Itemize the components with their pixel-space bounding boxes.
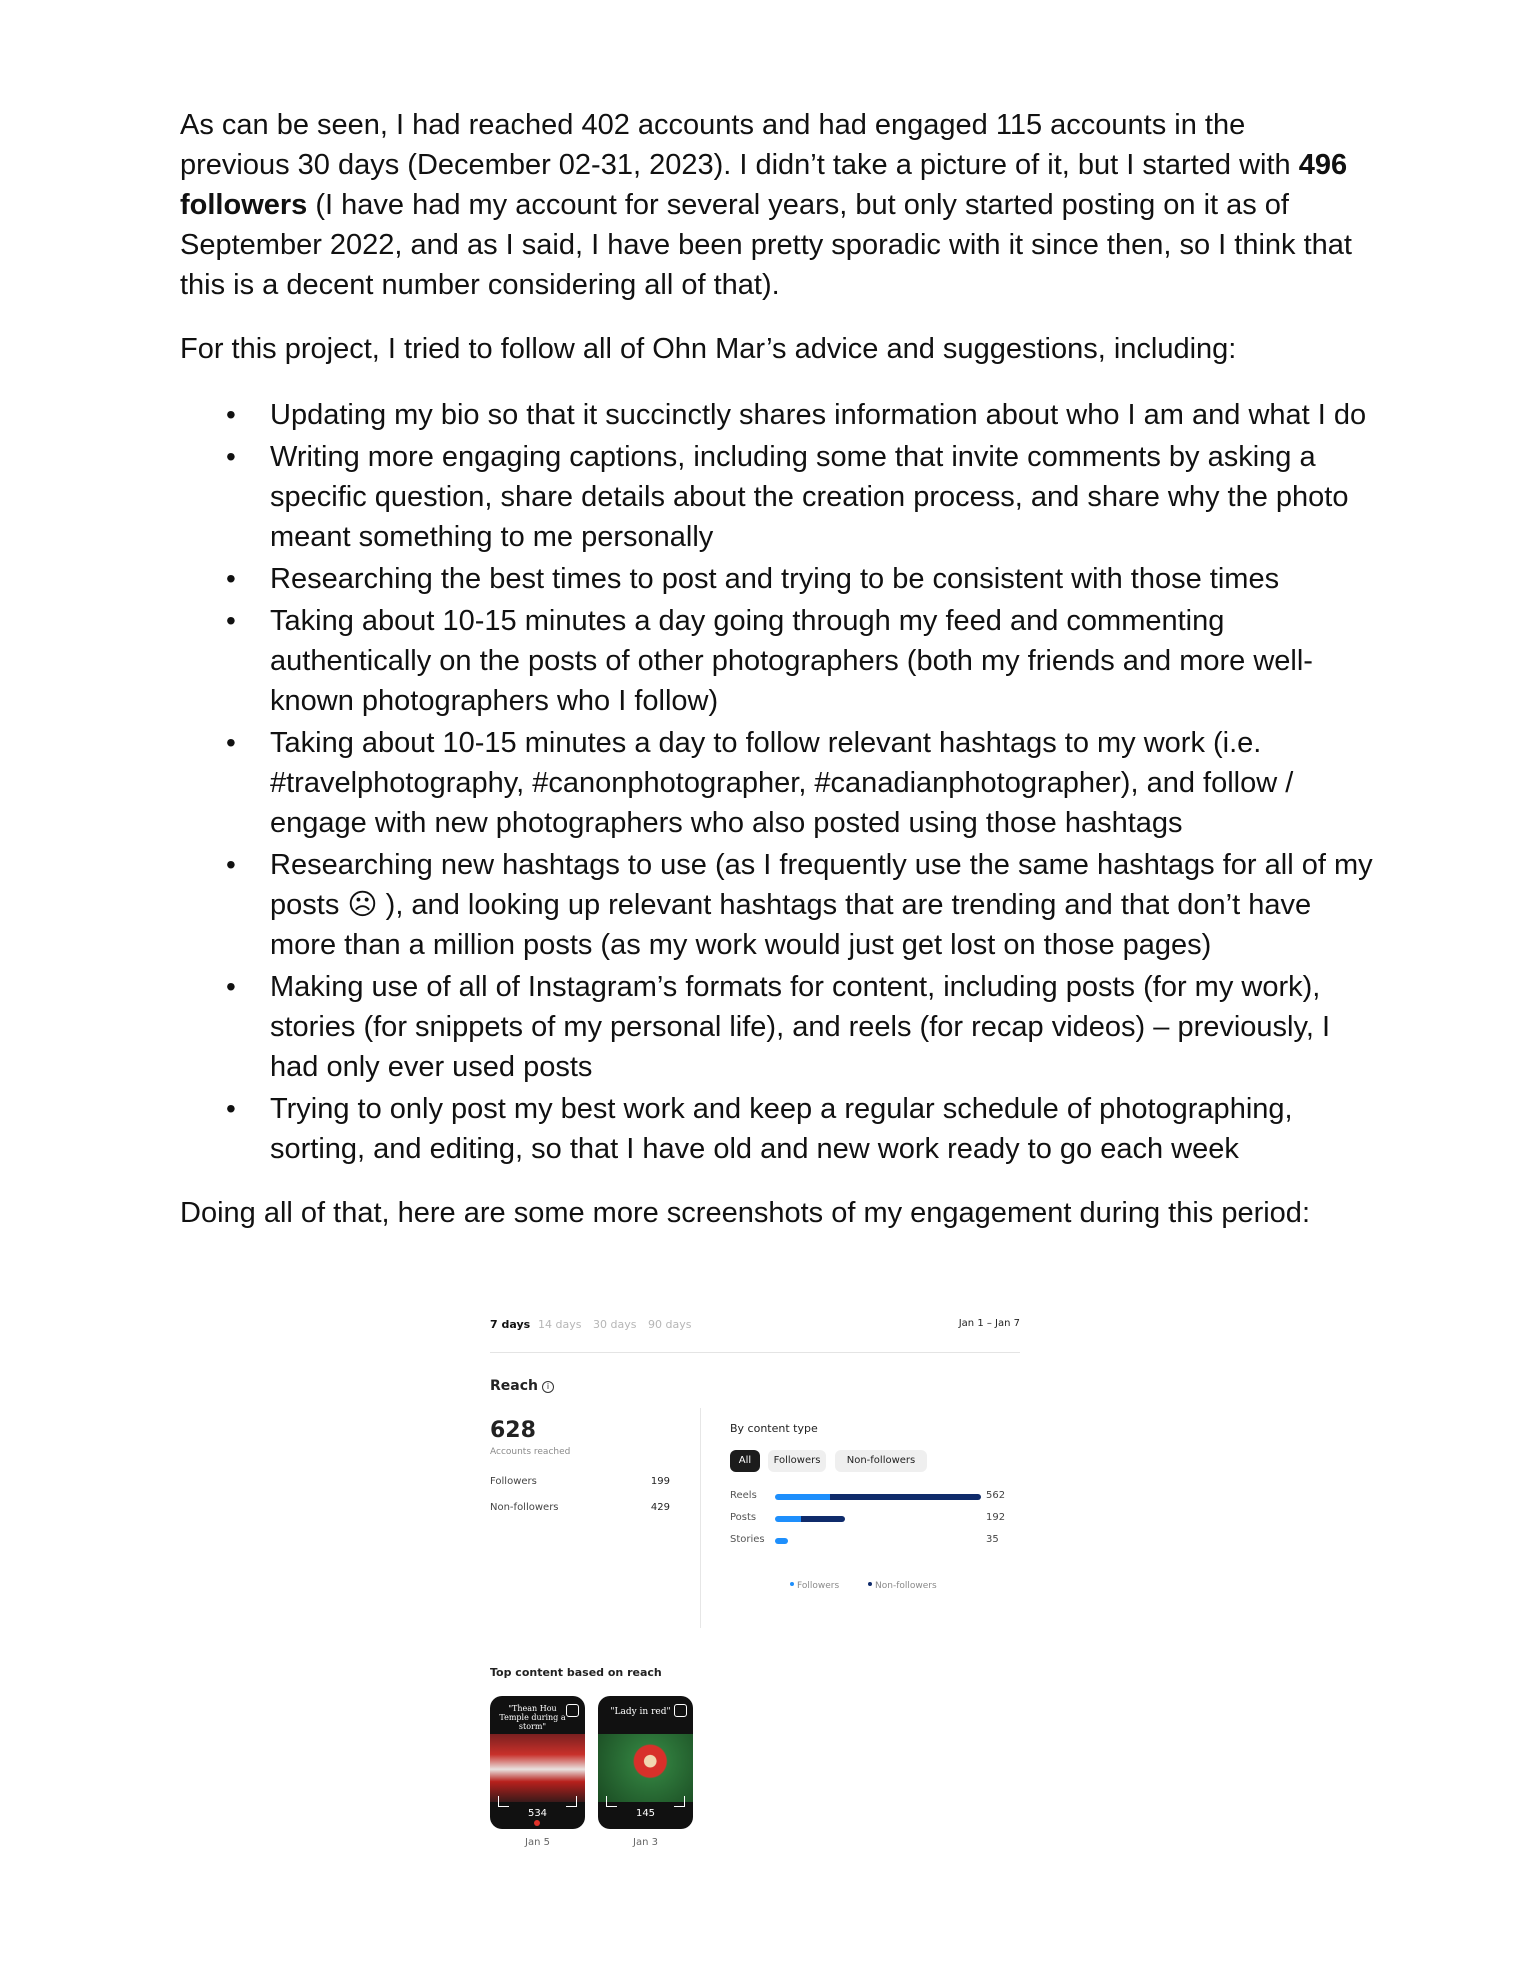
tab-30-days[interactable]: 30 days — [593, 1318, 637, 1331]
bar-segment-non-followers — [801, 1516, 846, 1522]
bar-segment-followers — [775, 1538, 788, 1544]
insights-screenshot — [486, 1300, 1026, 1860]
nonfollowers-label: Non-followers — [490, 1502, 559, 1513]
followers-value: 199 — [650, 1476, 670, 1487]
paragraph-text: (I have had my account for several years, but only started posting on it as of September 2022, and as I said, I have been pretty sporadic with it since then, so I think that this is a decent number considering all of that). — [180, 189, 1352, 301]
top-content-thumbnail[interactable] — [598, 1696, 693, 1829]
bar-label-stories: Stories — [730, 1534, 765, 1545]
list-item: • Researching new hashtags to use (as I frequently use the same hashtags for all of my posts ☹ ), and looking up relevant hashtags that are trending and that don’t have more than a million posts (as my work would just get lost on those pages) — [180, 845, 1380, 965]
bar-segment-followers — [775, 1516, 801, 1522]
date-range: Jan 1 – Jan 7 — [958, 1318, 1020, 1329]
by-content-type-title: By content type — [730, 1422, 818, 1435]
list-item: • Updating my bio so that it succinctly shares information about who I am and what I do — [180, 395, 1380, 435]
followers-row — [490, 1476, 670, 1487]
tab-7-days[interactable]: 7 days — [490, 1318, 531, 1331]
reach-count: 534 — [527, 1808, 548, 1819]
reach-title-text: Reach — [490, 1378, 538, 1394]
tab-90-days[interactable]: 90 days — [648, 1318, 692, 1331]
top-content-thumbnail[interactable] — [490, 1696, 585, 1829]
nonfollowers-value: 429 — [650, 1502, 670, 1513]
tab-14-days[interactable]: 14 days — [538, 1318, 582, 1331]
filter-all-button[interactable]: All — [730, 1450, 760, 1472]
frame-corner — [498, 1796, 509, 1807]
thumbnail-caption: "Lady in red" — [610, 1707, 671, 1717]
bar-value-posts: 192 — [986, 1512, 1006, 1523]
reach-title — [490, 1378, 554, 1394]
paragraph-reach-summary — [180, 105, 1360, 305]
time-range-tabs — [490, 1318, 1020, 1353]
nonfollowers-row — [490, 1502, 670, 1513]
document-body — [180, 105, 1380, 1233]
bar-posts — [775, 1516, 981, 1522]
filter-nonfollowers-button[interactable]: Non-followers — [835, 1450, 927, 1472]
paragraph-intro: For this project, I tried to follow all of Ohn Mar’s advice and suggestions, including: — [180, 333, 1237, 365]
frame-corner — [606, 1796, 617, 1807]
bar-value-stories: 35 — [986, 1534, 999, 1545]
list-item: • Researching the best times to post and trying to be consistent with those times — [180, 559, 1380, 599]
bar-value-reels: 562 — [986, 1490, 1006, 1501]
legend-label: Followers — [797, 1581, 840, 1591]
list-item: • Taking about 10-15 minutes a day going through my feed and commenting authentically on the posts of other photographers (both my friends and more well-known photographers who I follow) — [180, 601, 1380, 721]
legend-dot — [868, 1582, 872, 1586]
bar-label-posts: Posts — [730, 1512, 757, 1523]
thumbnail-image — [598, 1734, 693, 1802]
indicator-dot — [534, 1820, 540, 1826]
bar-stories — [775, 1538, 981, 1544]
legend-label: Non-followers — [875, 1581, 937, 1591]
bar-reels — [775, 1494, 981, 1500]
bar-label-reels: Reels — [730, 1490, 757, 1501]
paragraph-screenshots-intro: Doing all of that, here are some more screenshots of my engagement during this period: — [180, 1197, 1310, 1229]
legend-dot — [790, 1582, 794, 1586]
accounts-reached-label: Accounts reached — [490, 1447, 571, 1457]
list-item: • Making use of all of Instagram’s formats for content, including posts (for my work), stories (for snippets of my personal life), and reels (for recap videos) – previously, I had only ever used posts — [180, 967, 1380, 1087]
reel-icon — [674, 1704, 687, 1717]
paragraph-text: As can be seen, I had reached 402 accounts and had engaged 115 accounts in the previous 30 days (December 02-31, 2023). I didn’t take a picture of it, but I started with — [180, 109, 1299, 181]
thumbnail-caption: "Thean Hou Temple during a storm" — [499, 1704, 566, 1731]
divider — [700, 1408, 701, 1628]
followers-label: Followers — [490, 1476, 537, 1487]
thumbnail-image — [490, 1734, 585, 1802]
top-content-title: Top content based on reach — [490, 1666, 662, 1679]
filter-followers-button[interactable]: Followers — [768, 1450, 826, 1472]
legend-nonfollowers — [868, 1581, 937, 1591]
bar-segment-non-followers — [830, 1494, 981, 1500]
advice-list — [180, 395, 1380, 1169]
accounts-reached-value: 628 — [490, 1418, 536, 1443]
frame-corner — [674, 1796, 685, 1807]
followers-highlight: 496 followers — [180, 149, 1348, 221]
legend-followers — [790, 1581, 839, 1591]
frame-corner — [566, 1796, 577, 1807]
bar-segment-followers — [775, 1494, 830, 1500]
reel-icon — [566, 1704, 579, 1717]
info-icon[interactable]: i — [542, 1381, 554, 1393]
list-item: • Trying to only post my best work and keep a regular schedule of photographing, sorting, and editing, so that I have old and new work ready to go each week — [180, 1089, 1380, 1169]
thumbnail-date: Jan 5 — [525, 1837, 550, 1848]
list-item: • Taking about 10-15 minutes a day to follow relevant hashtags to my work (i.e. #travelphotography, #canonphotographer, #canadianphotographer), and follow / engage with new photographers who also posted using those hashtags — [180, 723, 1380, 843]
thumbnail-date: Jan 3 — [633, 1837, 658, 1848]
list-item: • Writing more engaging captions, including some that invite comments by asking a specific question, share details about the creation process, and share why the photo meant something to me personally — [180, 437, 1380, 557]
reach-count: 145 — [635, 1808, 656, 1819]
